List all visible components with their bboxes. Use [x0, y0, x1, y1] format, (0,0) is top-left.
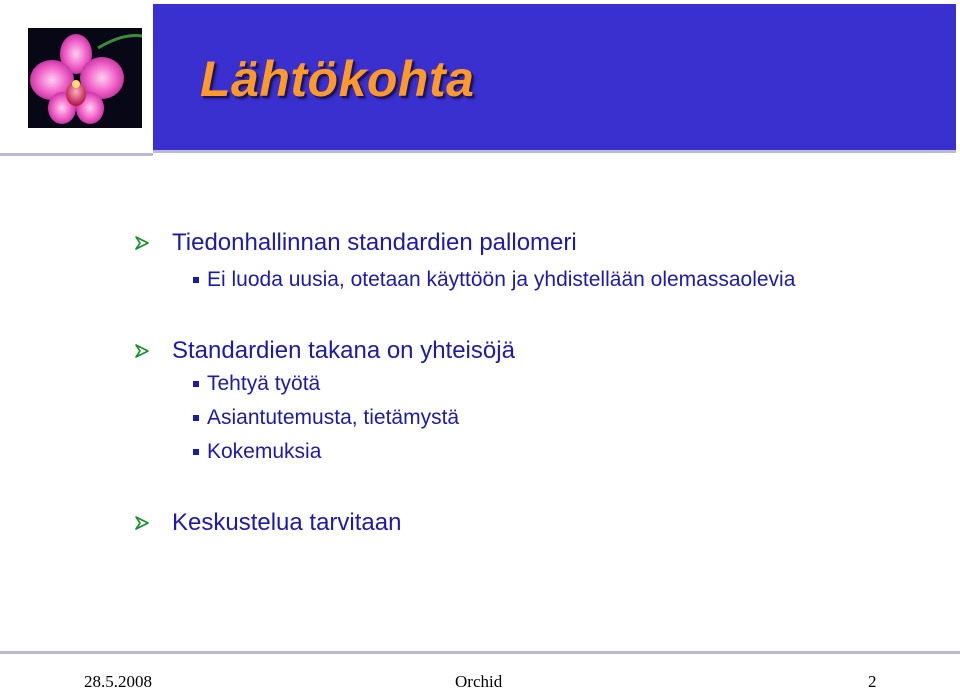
bullet-item — [134, 509, 401, 537]
square-bullet-icon — [193, 415, 199, 421]
sub-bullet-text: Tehtyä työtä — [207, 372, 321, 395]
footer-date: 28.5.2008 — [84, 672, 152, 690]
bullet-item — [134, 337, 515, 365]
bullet-text: Tiedonhallinnan standardien pallomeri — [172, 229, 577, 256]
sub-bullet-text: Kokemuksia — [207, 440, 322, 463]
square-bullet-icon — [193, 449, 199, 455]
orchid-flower-icon — [28, 28, 142, 128]
footer-divider — [0, 651, 960, 654]
bullet-text: Standardien takana on yhteisöjä — [172, 337, 515, 364]
bullet-item — [134, 229, 577, 257]
slide-title: Lähtökohta — [200, 51, 475, 107]
footer-title: Orchid — [455, 672, 503, 690]
arrow-bullet-icon — [134, 235, 150, 251]
sub-bullet-text: Asiantutemusta, tietämystä — [207, 406, 460, 429]
arrow-bullet-icon — [134, 343, 150, 359]
bullet-text: Keskustelua tarvitaan — [172, 509, 402, 536]
square-bullet-icon — [193, 381, 199, 387]
sub-bullet-item — [193, 372, 320, 396]
page-number: 2 — [868, 672, 877, 690]
orchid-logo-image — [28, 28, 142, 128]
sub-bullet-item — [193, 268, 795, 292]
square-bullet-icon — [193, 277, 199, 283]
sub-bullet-text: Ei luoda uusia, otetaan käyttöön ja yhdistellään olemassaolevia — [207, 268, 796, 291]
sub-bullet-item — [193, 440, 321, 464]
header-divider — [0, 153, 153, 156]
arrow-bullet-icon — [134, 515, 150, 531]
sub-bullet-item — [193, 406, 459, 430]
